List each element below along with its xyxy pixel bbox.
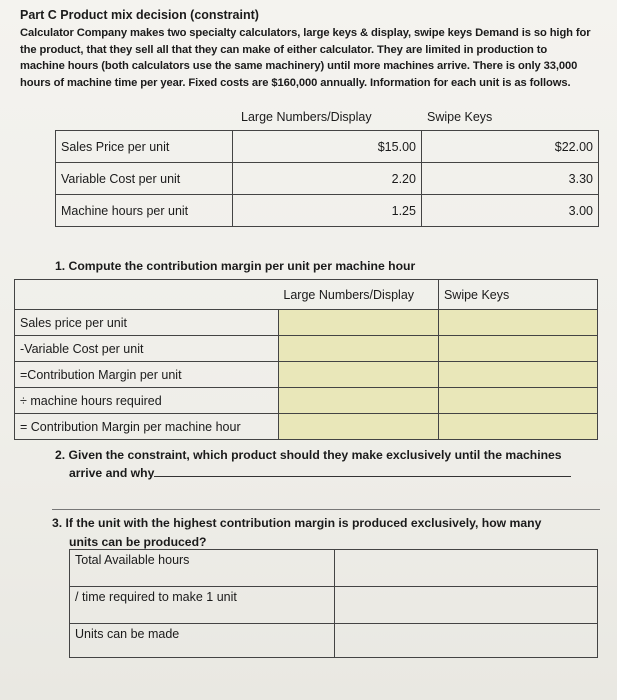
table-row bbox=[15, 310, 598, 336]
large-answer-cell[interactable] bbox=[278, 310, 438, 336]
large-value: 2.20 bbox=[233, 163, 422, 195]
question-2-line2: arrive and why bbox=[69, 466, 155, 480]
table2-header-swipe: Swipe Keys bbox=[438, 280, 597, 310]
table-row bbox=[15, 388, 598, 414]
row-label: Variable Cost per unit bbox=[56, 163, 233, 195]
swipe-answer-cell[interactable] bbox=[438, 310, 597, 336]
large-answer-cell[interactable] bbox=[278, 362, 438, 388]
table-row bbox=[70, 587, 598, 624]
answer-cell[interactable] bbox=[334, 624, 597, 658]
large-answer-cell[interactable] bbox=[278, 336, 438, 362]
row-label: Sales Price per unit bbox=[56, 131, 233, 163]
swipe-value: 3.30 bbox=[421, 163, 598, 195]
swipe-answer-cell[interactable] bbox=[438, 414, 597, 440]
intro-line: hours of machine time per year. Fixed costs are $160,000 annually. Information for each unit is as follows. bbox=[20, 76, 571, 89]
table-row bbox=[56, 163, 599, 195]
row-label: =Contribution Margin per unit bbox=[15, 362, 279, 388]
divider bbox=[52, 509, 600, 510]
row-label: Units can be made bbox=[70, 624, 335, 658]
table-row bbox=[70, 624, 598, 658]
swipe-answer-cell[interactable] bbox=[438, 362, 597, 388]
question-2 bbox=[55, 446, 600, 482]
intro-line: Calculator Company makes two specialty calculators, large keys & display, swipe keys Demand is so high for bbox=[20, 27, 591, 39]
table-row bbox=[70, 550, 598, 587]
answer-cell[interactable] bbox=[334, 587, 597, 624]
table1-header-large: Large Numbers/Display bbox=[241, 110, 372, 124]
question-3-line1: 3. If the unit with the highest contribution margin is produced exclusively, how many bbox=[52, 516, 542, 530]
answer-line[interactable] bbox=[154, 466, 571, 477]
question-2-line1: 2. Given the constraint, which product should they make exclusively until the machines bbox=[55, 448, 562, 462]
large-answer-cell[interactable] bbox=[278, 388, 438, 414]
large-answer-cell[interactable] bbox=[278, 414, 438, 440]
answer-cell[interactable] bbox=[334, 550, 597, 587]
row-label: -Variable Cost per unit bbox=[15, 336, 279, 362]
page-title: Part C Product mix decision (constraint) bbox=[20, 8, 259, 22]
large-value: $15.00 bbox=[233, 131, 422, 163]
table1-header-swipe: Swipe Keys bbox=[427, 110, 493, 124]
unit-info-table bbox=[55, 130, 599, 227]
table-row bbox=[15, 414, 598, 440]
intro-paragraph bbox=[20, 25, 600, 91]
swipe-value: $22.00 bbox=[421, 131, 598, 163]
row-label: ÷ machine hours required bbox=[15, 388, 279, 414]
row-label: / time required to make 1 unit bbox=[70, 587, 335, 624]
contribution-margin-table bbox=[14, 279, 598, 440]
table-row bbox=[15, 336, 598, 362]
question-1: 1. Compute the contribution margin per unit per machine hour bbox=[55, 259, 416, 273]
table-row bbox=[56, 131, 599, 163]
intro-line: machine hours (both calculators use the same machinery) until more machines arrive. There is only 33,000 bbox=[20, 60, 578, 72]
row-label: Machine hours per unit bbox=[56, 195, 233, 227]
row-label: Total Available hours bbox=[70, 550, 335, 587]
swipe-value: 3.00 bbox=[421, 195, 598, 227]
row-label: = Contribution Margin per machine hour bbox=[15, 414, 279, 440]
intro-line: the product, that they sell all that they can make of either calculator. They are limited in production to bbox=[20, 43, 548, 56]
question-3-line2: units can be produced? bbox=[69, 535, 207, 549]
table2-header-large: Large Numbers/Display bbox=[278, 280, 438, 310]
swipe-answer-cell[interactable] bbox=[438, 336, 597, 362]
question-3 bbox=[52, 514, 600, 552]
table-header-row bbox=[15, 280, 598, 310]
table-row bbox=[56, 195, 599, 227]
row-label: Sales price per unit bbox=[15, 310, 279, 336]
table-row bbox=[15, 362, 598, 388]
units-table bbox=[69, 549, 598, 658]
swipe-answer-cell[interactable] bbox=[438, 388, 597, 414]
large-value: 1.25 bbox=[233, 195, 422, 227]
